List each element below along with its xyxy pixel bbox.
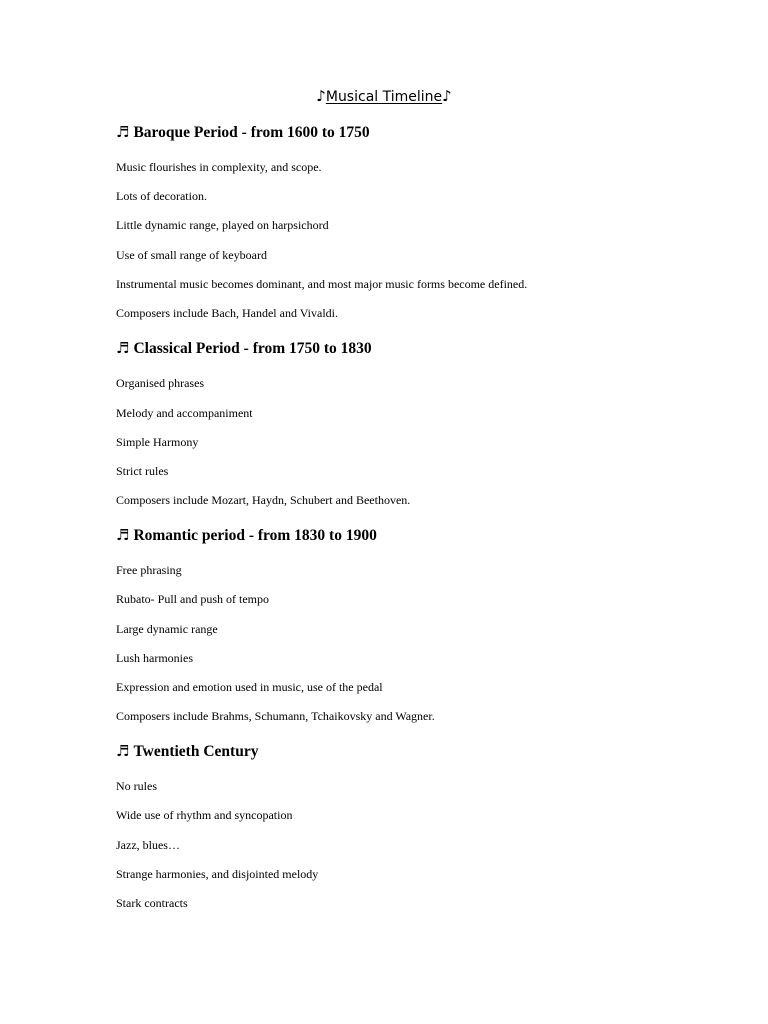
- document-title: [0, 86, 768, 107]
- list-item: Lots of decoration.: [116, 189, 207, 203]
- section-heading-text: Romantic period - from 1830 to 1900: [133, 527, 377, 544]
- list-item: Expression and emotion used in music, use of the pedal: [116, 680, 383, 694]
- section-heading-romantic: [116, 525, 377, 546]
- document-title-text: Musical Timeline: [325, 89, 443, 105]
- list-item: Large dynamic range: [116, 622, 218, 636]
- beamed-notes-icon: ♬: [116, 742, 130, 760]
- list-item: Instrumental music becomes dominant, and most major music forms become defined.: [116, 277, 528, 291]
- music-note-icon: ♪: [316, 87, 326, 105]
- list-item: Simple Harmony: [116, 435, 199, 449]
- beamed-notes-icon: ♬: [116, 339, 130, 357]
- list-item: Free phrasing: [116, 563, 182, 577]
- section-heading-text: Classical Period - from 1750 to 1830: [133, 340, 372, 357]
- section-heading-baroque: [116, 122, 370, 143]
- list-item: Stark contracts: [116, 896, 188, 910]
- section-heading-classical: [116, 338, 372, 359]
- section-heading-text: Baroque Period - from 1600 to 1750: [133, 124, 370, 141]
- list-item: Music flourishes in complexity, and scope.: [116, 160, 322, 174]
- list-item: Lush harmonies: [116, 651, 193, 665]
- list-item: Jazz, blues…: [116, 838, 180, 852]
- list-item: Strange harmonies, and disjointed melody: [116, 867, 319, 881]
- list-item: Organised phrases: [116, 376, 205, 390]
- list-item: Composers include Brahms, Schumann, Tchaikovsky and Wagner.: [116, 709, 435, 723]
- list-item: Rubato- Pull and push of tempo: [116, 592, 269, 606]
- list-item: Little dynamic range, played on harpsichord: [116, 218, 329, 232]
- list-item: No rules: [116, 779, 157, 793]
- beamed-notes-icon: ♬: [116, 526, 130, 544]
- section-heading-twentieth-century: [116, 741, 258, 762]
- list-item: Strict rules: [116, 464, 169, 478]
- music-note-icon: ♪: [442, 87, 452, 105]
- list-item: Melody and accompaniment: [116, 406, 253, 420]
- list-item: Wide use of rhythm and syncopation: [116, 808, 293, 822]
- beamed-notes-icon: ♬: [116, 123, 130, 141]
- list-item: Use of small range of keyboard: [116, 248, 267, 262]
- list-item: Composers include Bach, Handel and Vivaldi.: [116, 306, 339, 320]
- list-item: Composers include Mozart, Haydn, Schubert and Beethoven.: [116, 493, 411, 507]
- section-heading-text: Twentieth Century: [133, 743, 259, 760]
